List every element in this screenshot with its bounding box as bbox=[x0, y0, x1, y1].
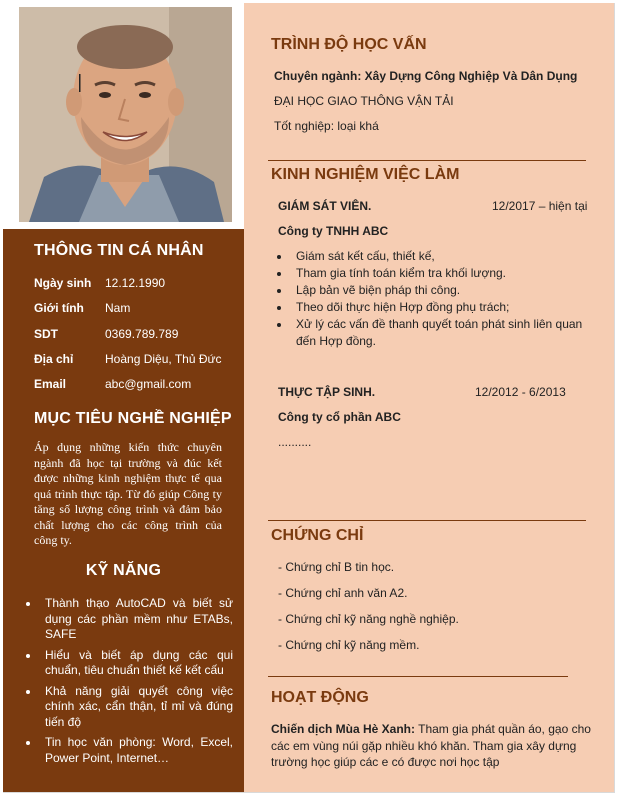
info-value: Nam bbox=[105, 301, 131, 315]
objective-text: Áp dụng những kiến thức chuyên ngành đã học tại trường và đúc kết được những kinh nghiệm thực tế qua quá trình thực tập. Từ đó giúp Công ty tăng số lượng công trình và đảm bảo chất lượng cho các công trình của công ty. bbox=[34, 440, 222, 547]
main-column bbox=[244, 3, 614, 792]
job-role: GIÁM SÁT VIÊN. bbox=[278, 199, 372, 213]
education-graduation: Tốt nghiệp: loại khá bbox=[274, 119, 379, 133]
certificate-item: - Chứng chỉ anh văn A2. bbox=[278, 586, 408, 600]
objective-heading: MỤC TIÊU NGHỀ NGHIỆP bbox=[34, 410, 232, 427]
skill-item: Tin học văn phòng: Word, Excel, Power Point, Internet… bbox=[23, 735, 233, 766]
info-key: Địa chỉ bbox=[34, 352, 74, 366]
job-duty-item: Xử lý các vấn đề thanh quyết toán phát sinh liên quan đến Hợp đồng. bbox=[274, 316, 594, 350]
job-duty-item: Giám sát kết cấu, thiết kế, bbox=[274, 248, 594, 265]
job-note: .......... bbox=[278, 435, 312, 449]
skills-heading: KỸ NĂNG bbox=[85, 562, 162, 579]
info-value: Hoàng Diệu, Thủ Đức bbox=[105, 352, 222, 366]
profile-photo bbox=[19, 7, 232, 222]
info-key: Email bbox=[34, 377, 67, 391]
job-duty-item: Theo dõi thực hiện Hợp đồng phụ trách; bbox=[274, 299, 594, 316]
info-value: abc@gmail.com bbox=[105, 377, 192, 391]
education-heading: TRÌNH ĐỘ HỌC VẤN bbox=[271, 36, 427, 53]
info-value: 12.12.1990 bbox=[105, 276, 166, 290]
certificate-item: - Chứng chỉ kỹ năng mềm. bbox=[278, 638, 420, 652]
divider bbox=[268, 520, 586, 521]
job-period: 12/2012 - 6/2013 bbox=[475, 385, 566, 399]
job-duties-list bbox=[274, 248, 594, 350]
sidebar-panel bbox=[3, 229, 244, 792]
activity-text: Tham gia phát quần áo, gạo cho các em vùng núi gặp nhiều khó khăn. Tham gia xây dựng trường học giúp các e có được nơi học tập bbox=[271, 722, 591, 769]
certificates-heading: CHỨNG CHỈ bbox=[271, 527, 364, 544]
job-role: THỰC TẬP SINH. bbox=[278, 385, 376, 399]
activity-name: Chiến dịch Mùa Hè Xanh: bbox=[271, 722, 416, 736]
certificate-item: - Chứng chỉ B tin học. bbox=[278, 560, 395, 574]
job-company: Công ty TNHH ABC bbox=[278, 224, 389, 238]
left-column bbox=[3, 3, 244, 792]
divider bbox=[268, 160, 586, 161]
experience-heading: KINH NGHIỆM VIỆC LÀM bbox=[271, 166, 460, 183]
job-period: 12/2017 – hiện tại bbox=[492, 199, 588, 213]
job-duty-item: Tham gia tính toán kiểm tra khối lượng. bbox=[274, 265, 594, 282]
info-value: 0369.789.789 bbox=[105, 327, 179, 341]
activities-heading: HOẠT ĐỘNG bbox=[271, 689, 369, 706]
info-key: Giới tính bbox=[34, 301, 84, 315]
skills-list bbox=[23, 596, 233, 771]
activity-description bbox=[271, 721, 601, 771]
education-major: Chuyên ngành: Xây Dựng Công Nghiệp Và Dân Dụng bbox=[274, 69, 578, 83]
job-duty-item: Lập bản vẽ biện pháp thi công. bbox=[274, 282, 594, 299]
info-key: SDT bbox=[34, 327, 58, 341]
divider bbox=[268, 676, 568, 677]
skill-item: Khả năng giải quyết công việc chính xác, cẩn thận, tỉ mỉ và đúng tiến độ bbox=[23, 684, 233, 731]
info-key: Ngày sinh bbox=[34, 276, 92, 290]
personal-info-heading: THÔNG TIN CÁ NHÂN bbox=[34, 242, 204, 259]
certificate-item: - Chứng chỉ kỹ năng nghề nghiệp. bbox=[278, 612, 459, 626]
skill-item: Thành thạo AutoCAD và biết sử dụng các phần mềm như ETABs, SAFE bbox=[23, 596, 233, 643]
education-school: ĐẠI HỌC GIAO THÔNG VẬN TẢI bbox=[274, 94, 454, 108]
skill-item: Hiểu và biết áp dụng các qui chuẩn, tiêu chuẩn thiết kế kết cấu bbox=[23, 648, 233, 679]
job-company: Công ty cổ phần ABC bbox=[278, 410, 401, 424]
